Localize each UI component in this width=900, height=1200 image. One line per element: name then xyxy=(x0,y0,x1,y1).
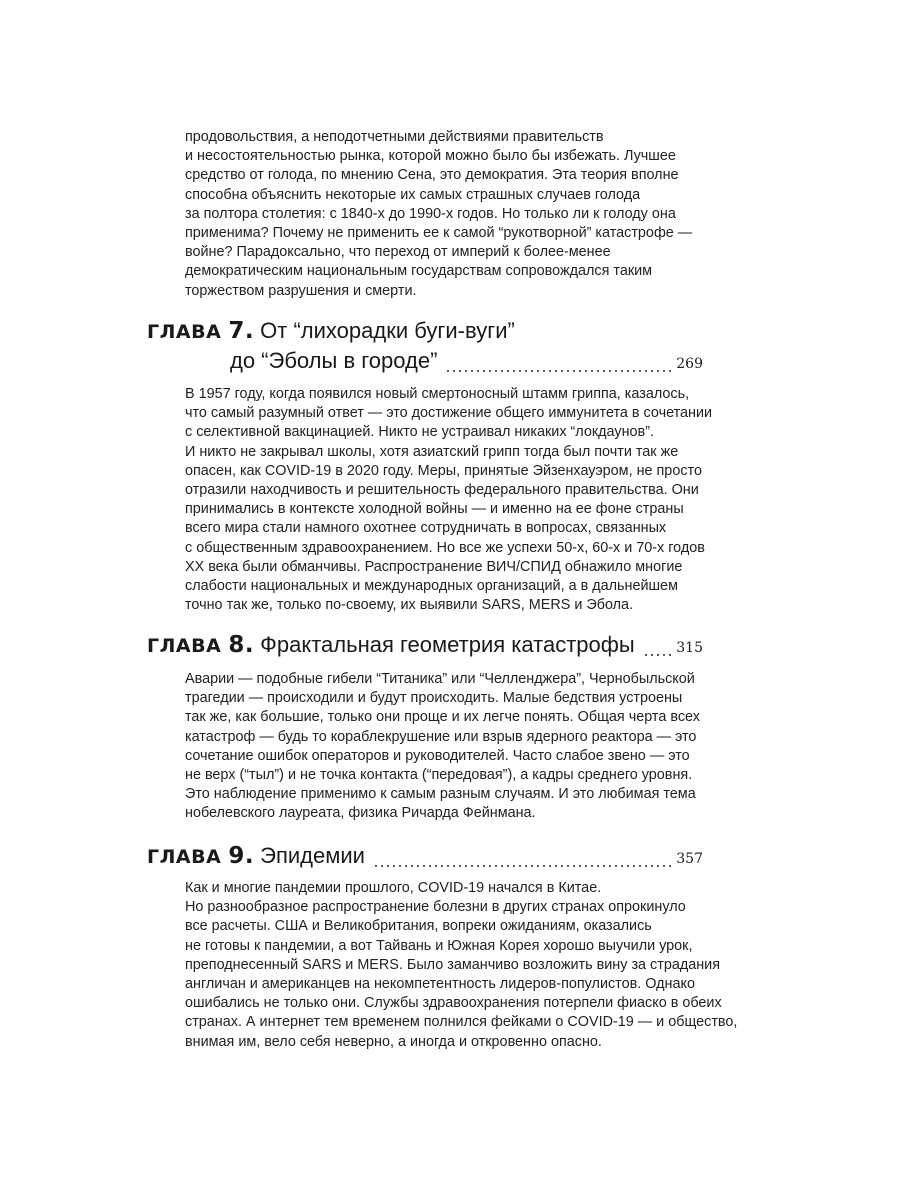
chapter-7-summary xyxy=(185,385,713,615)
chapter-label: ГЛАВА 7. xyxy=(147,318,255,344)
text-line: что самый разумный ответ — это достижение общего иммунитета в сочетании xyxy=(185,405,713,422)
text-line: способна объяснить некоторые их самых страшных случаев голода xyxy=(185,186,641,203)
page-number: 269 xyxy=(676,356,703,372)
chapter-title-continued: до “Эболы в городе” xyxy=(230,348,438,373)
text-line: войне? Парадоксально, что переход от империй к более-менее xyxy=(185,244,611,261)
text-line: Аварии — подобные гибели “Титаника” или “Челленджера”, Чернобыльской xyxy=(185,671,695,687)
intro-paragraph xyxy=(185,128,713,301)
chapter-9-heading xyxy=(147,843,703,873)
text-line: с селективной вакцинацией. Никто не устраивал никаких “локдаунов”. xyxy=(185,424,654,441)
dot-leader xyxy=(445,370,672,372)
text-line: опасен, как COVID-19 в 2020 году. Меры, принятые Эйзенхауэром, не просто xyxy=(185,462,702,479)
text-line: не верх (“тыл”) и не точка контакта (“передовая”), а кадры среднего уровня. xyxy=(185,766,693,783)
text-line: слабости национальных и международных организаций, а в дальнейшем xyxy=(185,577,678,594)
text-line: трагедии — происходили и будут происходить. Малые бедствия устроены xyxy=(185,690,683,707)
text-line: применима? Почему не применить ее к самой “рукотворной” катастрофе — xyxy=(185,224,693,241)
chapter-9-summary xyxy=(185,879,738,1052)
text-line: принимались в контексте холодной войны — и именно на ее фоне страны xyxy=(185,501,684,518)
text-line: все расчеты. США и Великобритания, вопреки ожиданиям, оказались xyxy=(185,918,652,935)
chapter-7-heading xyxy=(147,318,703,378)
text-line: нобелевского лауреата, физика Ричарда Фейнмана. xyxy=(185,805,536,822)
chapter-title: От “лихорадки буги-вуги” xyxy=(260,318,515,343)
text-line: Но разнообразное распространение болезни в других странах опрокинуло xyxy=(185,899,686,916)
text-line: средство от голода, по мнению Сена, это демократия. Эта теория вполне xyxy=(185,167,679,184)
text-line: за полтора столетия: с 1840-х до 1990-х годов. Но только ли к голоду она xyxy=(185,205,676,222)
text-line: точно так же, только по-своему, их выявили SARS, MERS и Эбола. xyxy=(185,597,634,614)
text-line: так же, как большие, только они проще и их легче понять. Общая черта всех xyxy=(185,709,700,726)
text-line: отразили находчивость и решительность федерального правительства. Они xyxy=(185,481,699,498)
text-line: преподнесенный SARS и MERS. Было заманчиво возложить вину за страдания xyxy=(185,956,721,973)
text-line: торжеством разрушения и смерти. xyxy=(185,282,417,299)
chapter-label: ГЛАВА 9. xyxy=(147,843,255,869)
text-line: И никто не закрывал школы, хотя азиатский грипп тогда был почти так же xyxy=(185,443,679,460)
chapter-8-summary xyxy=(185,670,713,824)
text-line: не готовы к пандемии, а вот Тайвань и Южная Корея хорошо выучили урок, xyxy=(185,937,693,954)
text-line: Как и многие пандемии прошлого, COVID-19 начался в Китае. xyxy=(185,880,602,896)
text-line: сочетание ошибок операторов и руководителей. Часто слабое звено — это xyxy=(185,747,690,764)
text-line: с общественным здравоохранением. Но все же успехи 50-х, 60-х и 70-х годов xyxy=(185,539,705,556)
text-line: внимая им, вело себя неверно, а иногда и откровенно опасно. xyxy=(185,1033,602,1050)
chapter-title: Фрактальная геометрия катастрофы xyxy=(260,632,635,657)
text-line: катастроф — будь то кораблекрушение или взрыв ядерного реактора — это xyxy=(185,728,697,745)
text-line: англичан и американцев на некомпетентность лидеров-популистов. Однако xyxy=(185,975,695,992)
text-line: и несостоятельностью рынка, которой можно было бы избежать. Лучшее xyxy=(185,148,676,165)
text-line: XX века были обманчивы. Распространение ВИЧ/СПИД обнажило многие xyxy=(185,558,683,575)
text-line: всего мира стали намного охотнее сотрудничать в вопросах, связанных xyxy=(185,520,667,537)
text-line: продовольствия, а неподотчетными действиями правительств xyxy=(185,129,604,145)
chapter-title: Эпидемии xyxy=(260,843,365,868)
dot-leader xyxy=(373,865,672,867)
page-number: 357 xyxy=(676,851,703,867)
chapter-label: ГЛАВА 8. xyxy=(147,632,255,658)
text-line: демократическим национальным государствам сопровождался таким xyxy=(185,263,653,280)
text-line: ошибались не только они. Службы здравоохранения потерпели фиаско в обеих xyxy=(185,995,722,1012)
page-number: 315 xyxy=(676,640,703,656)
chapter-8-heading xyxy=(147,632,703,662)
dot-leader xyxy=(643,654,673,656)
text-line: В 1957 году, когда появился новый смертоносный штамм гриппа, казалось, xyxy=(185,386,690,402)
text-line: Это наблюдение применимо к самым разным случаям. И это любимая тема xyxy=(185,786,696,803)
text-line: странах. А интернет тем временем полнился фейками о COVID-19 — и общество, xyxy=(185,1014,738,1031)
